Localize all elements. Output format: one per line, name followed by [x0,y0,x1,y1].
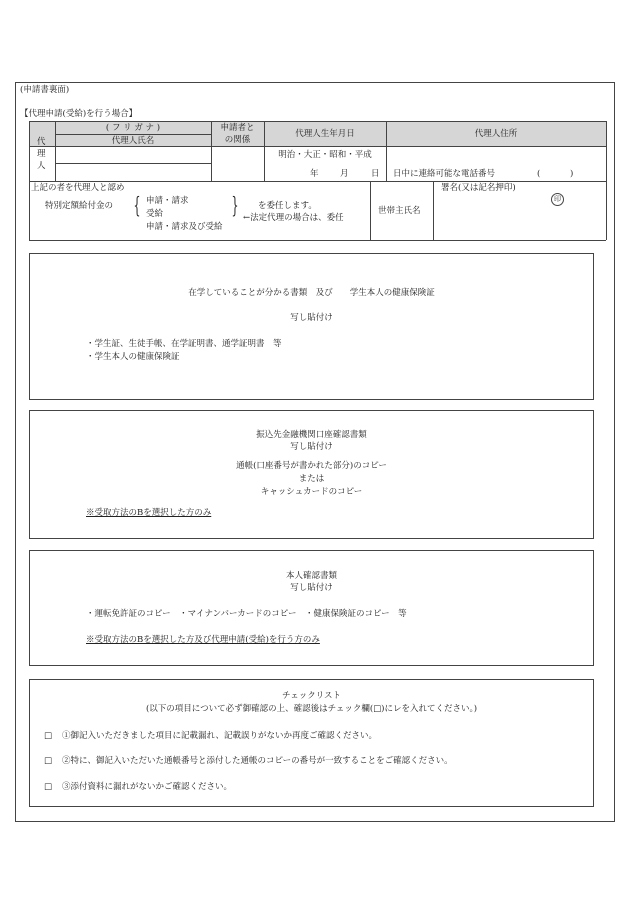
seal-mark: 印 [551,193,564,206]
address-label: 代理人住所 [474,129,518,139]
furigana-label: ( フ リ ガ ナ ) [105,123,161,133]
bank-docs-line1: 通帳(口座番号が書かれた部分)のコピー [236,461,387,471]
option-receive[interactable]: 受給 [146,209,164,219]
identity-docs-items: ・運転免許証のコピー ・マイナンバーカードのコピー ・健康保険証のコピー 等 [86,609,407,619]
student-docs-paste-label: 写し貼付け [290,313,333,323]
identity-docs-title: 本人確認書類 [285,571,337,581]
bank-docs-line2: または [298,474,325,484]
date-month-label: 月 [340,169,349,179]
relation-label-line2: の関係 [224,135,251,145]
entrust-text: を委任します。 [258,201,317,211]
identity-docs-note: ※受取方法のBを選択した方及び代理申請(受給)を行う方のみ [86,635,320,645]
agent-name-label: 代理人氏名 [111,136,155,146]
checklist-subtitle: (以下の項目について必ず御確認の上、確認後はチェック欄(□)にレを入れてください。) [145,704,478,714]
era-options[interactable]: 明治・大正・昭和・平成 [278,150,372,160]
checklist-title: チェックリスト [281,691,342,701]
benefit-label: 特別定額給付金の [45,201,114,211]
header-note: (申請書裏面) [20,85,70,95]
checklist-checkbox-1[interactable]: □ [44,731,53,741]
bank-docs-note: ※受取方法のBを選択した方のみ [86,508,212,518]
household-head-label: 世帯主氏名 [378,206,421,216]
checklist-checkbox-2[interactable]: □ [44,756,53,766]
right-brace: } [231,194,239,219]
agent-side-label: 代 理 人 [37,137,46,171]
phone-label: 日中に連絡可能な電話番号 [393,169,496,179]
agent-name-field[interactable] [56,164,210,180]
address-field[interactable] [387,147,605,167]
student-docs-item1: ・学生証、生徒手帳、在学証明書、通学証明書 等 [86,339,282,349]
student-docs-item2: ・学生本人の健康保険証 [86,352,180,362]
relation-field[interactable] [212,147,263,180]
bank-docs-line3: キャッシュカードのコピー [260,487,363,497]
bank-docs-title: 振込先金融機関口座確認書類 [256,430,367,440]
checklist-item-3: ③添付資料に漏れがないかご確認ください。 [62,782,233,792]
phone-paren-close: ) [570,169,574,179]
furigana-field[interactable] [56,147,210,162]
delegation-intro: 上記の者を代理人と認め [31,183,125,193]
checklist-item-2: ②特に、御記入いただいた通帳番号と添付した通帳のコピーの番号が一致することをご確認ください。 [62,756,453,766]
phone-paren-open: ( [537,169,541,179]
student-docs-paste-box [29,253,594,400]
date-year-label: 年 [310,169,319,179]
option-apply[interactable]: 申請・請求 [146,196,189,206]
identity-docs-paste-label: 写し貼付け [290,583,333,593]
section-title: 【代理申請(受給)を行う場合】 [20,109,138,119]
legal-proxy-note: ←法定代理の場合は、委任 [243,213,344,223]
checklist-item-1: ①御記入いただきました項目に記載漏れ、記載誤りがないか再度ご確認ください。 [62,731,378,741]
identity-docs-paste-box [29,550,594,666]
left-brace: { [133,194,141,219]
option-apply-and-receive[interactable]: 申請・請求及び受給 [146,222,223,232]
signature-label: 署名(又は記名押印) [441,183,516,193]
signature-field[interactable] [434,194,605,239]
checklist-checkbox-3[interactable]: □ [44,782,53,792]
student-docs-title: 在学していることが分かる書類 及び 学生本人の健康保険証 [188,288,435,298]
relation-label-line1: 申請者と [220,123,255,133]
bank-docs-paste-label: 写し貼付け [290,442,333,452]
date-day-label: 日 [371,169,380,179]
birthdate-label: 代理人生年月日 [295,129,355,139]
